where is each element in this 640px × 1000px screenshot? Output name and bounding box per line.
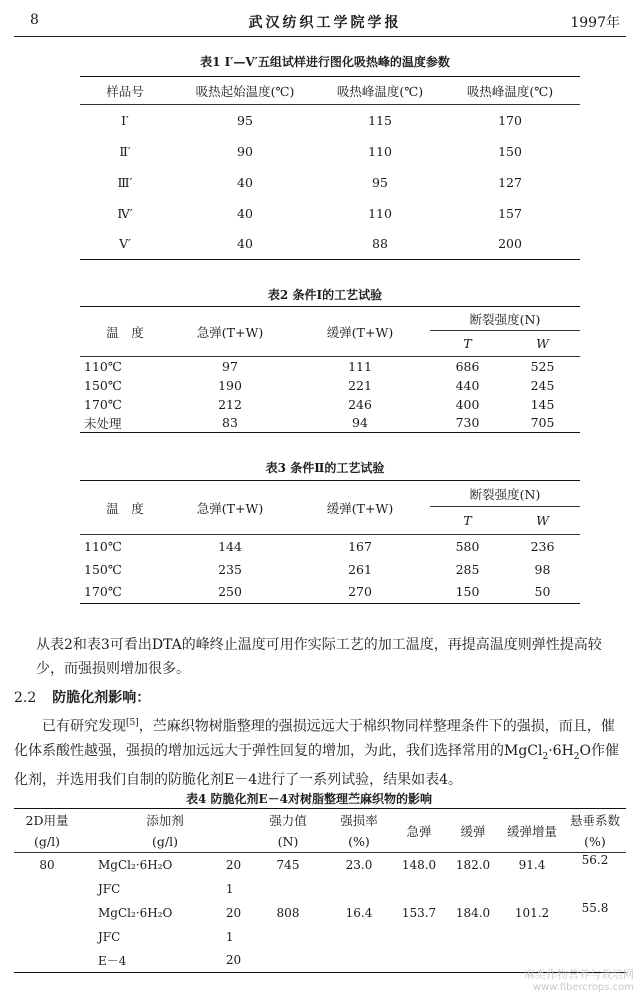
table1-caption: 表1 Ⅰ′—Ⅴ′五组试样进行图化吸热峰的温度参数 [200, 55, 450, 69]
table-cell [500, 925, 564, 949]
table3-header-slow: 缓弹(T+W) [326, 500, 394, 516]
table4 [14, 808, 626, 973]
table-cell: 110℃ [84, 358, 122, 374]
table1-header-cell: 吸热起始温度(℃) [195, 83, 295, 99]
table-cell: 212 [218, 396, 242, 412]
table-cell: 200 [498, 236, 522, 252]
table2-header-strength: 断裂强度(N) [430, 307, 580, 331]
table-cell: 97 [222, 358, 238, 374]
table-row [80, 105, 580, 136]
table-cell [446, 877, 500, 901]
table-cell: 40 [237, 236, 253, 252]
table3 [80, 480, 580, 604]
table-row [80, 376, 580, 395]
table4-header-drape: 悬垂系数 [569, 812, 620, 828]
table-cell [14, 925, 80, 949]
table4-header-loss: 强损率 [340, 812, 378, 828]
paragraph-research [14, 711, 620, 792]
journal-title: 武汉纺织工学院学报 [248, 15, 402, 31]
table-cell: MgCl₂·6H₂O [98, 905, 173, 920]
table2-header-fast: 急弹(T+W) [196, 324, 264, 340]
table4-header-additive-unit: (g/l) [152, 833, 178, 849]
table-cell: 270 [348, 584, 372, 600]
table-cell: JFC [98, 929, 121, 944]
table-cell [250, 877, 326, 901]
table-cell: 261 [348, 561, 372, 577]
table-row [80, 198, 580, 229]
table2-header-temp: 温 度 [106, 324, 144, 340]
table-cell: 170℃ [84, 396, 122, 412]
paragraph-text: 已有研究发现 [42, 718, 126, 735]
table-cell: 153.7 [401, 905, 437, 920]
table-cell: 20 [225, 857, 242, 872]
table-cell: 150 [498, 143, 522, 159]
section-number: 2.2 [14, 690, 37, 706]
table-cell [250, 949, 326, 973]
table-cell: 20 [225, 905, 242, 920]
table-cell: 150℃ [84, 377, 122, 393]
paragraph-text: 从表2和表3可看出DTA的峰终止温度可用作实际工艺的加工温度，再提高温度则弹性提高较少，而强损则增加很多。 [36, 637, 602, 677]
paragraph-text: ，苎麻织物树脂整理的强损远远大于棉织物同样整理条件下的强损，而且，催化体系酸性越强，强损的增加远远大于弹性回复的增加，为此，我们选择常用的MgCl [14, 718, 615, 759]
table2-header-w: W [536, 336, 549, 351]
table3-header-temp: 温 度 [106, 500, 144, 516]
table-cell: 148.0 [401, 857, 437, 872]
table2-caption: 表2 条件Ⅰ的工艺试验 [267, 288, 383, 302]
table-cell [14, 949, 80, 973]
table-cell: 730 [455, 415, 480, 431]
table-cell: 91.4 [518, 857, 546, 872]
table-cell [392, 925, 446, 949]
table-cell [326, 925, 392, 949]
table-cell: 170℃ [84, 584, 122, 600]
table-cell: 221 [348, 377, 372, 393]
watermark-line1: 麻类作物营养与栽培网 [524, 968, 634, 981]
page-number: 8 [30, 12, 39, 28]
table-row [14, 925, 626, 949]
table-cell: 400 [455, 396, 480, 412]
table-cell: 111 [348, 358, 372, 374]
table-cell: 440 [455, 377, 480, 393]
table-cell: 1 [225, 881, 234, 896]
table-cell: 101.2 [514, 905, 550, 920]
table-cell: MgCl₂·6H₂O [98, 857, 173, 872]
table-cell: 250 [218, 584, 242, 600]
table3-header-fast: 急弹(T+W) [196, 500, 264, 516]
table-cell [392, 877, 446, 901]
table-row [80, 535, 580, 558]
table-cell: 808 [276, 905, 300, 920]
table4-header-strength: 强力值 [269, 812, 307, 828]
table-cell: 23.0 [345, 857, 373, 872]
site-watermark [494, 966, 634, 993]
table-cell: 157 [498, 205, 522, 221]
table3-header-w: W [536, 513, 549, 528]
table-row [80, 558, 580, 581]
table-cell: 50 [534, 584, 551, 600]
table-cell [14, 877, 80, 901]
table-cell: 167 [348, 538, 372, 554]
table1-header-cell: 吸热峰温度(℃) [336, 83, 424, 99]
table1 [80, 76, 580, 260]
table-cell: 55.8 [581, 900, 609, 915]
table-cell [446, 949, 500, 973]
table4-header-drape-unit: (%) [584, 833, 606, 849]
subscript: 2 [542, 751, 549, 762]
table-cell [250, 925, 326, 949]
table3-header-strength: 断裂强度(N) [430, 481, 580, 507]
table-cell: 1 [225, 929, 234, 944]
table-cell: 150℃ [84, 561, 122, 577]
table-cell: JFC [98, 881, 121, 896]
table-cell: 90 [237, 143, 253, 159]
table2-header-t: T [463, 336, 472, 351]
table3-header-t: T [463, 513, 472, 528]
table-cell: 705 [530, 415, 555, 431]
paragraph-dta [36, 633, 620, 681]
table-cell [392, 949, 446, 973]
table2-header-slow: 缓弹(T+W) [326, 324, 394, 340]
table-cell: 未处理 [84, 415, 122, 431]
table-cell [564, 877, 626, 901]
table-cell: 40 [237, 174, 253, 190]
table-cell: Ⅱ′ [119, 143, 131, 159]
citation-ref: [5] [126, 718, 139, 728]
table-cell [326, 877, 392, 901]
table-row [80, 414, 580, 433]
table1-header-cell: 吸热峰温度(℃) [466, 83, 554, 99]
table-cell: 236 [530, 538, 555, 554]
table-cell: 144 [218, 538, 242, 554]
table-cell: 95 [372, 174, 388, 190]
table-cell: 127 [498, 174, 522, 190]
table-cell [326, 949, 392, 973]
table4-header-increase: 缓弹增量 [506, 823, 557, 839]
table-row [80, 395, 580, 414]
table-cell: Ⅲ′ [117, 174, 133, 190]
table-cell: 20 [225, 953, 242, 968]
table4-header-fast: 急弹 [406, 823, 432, 839]
table4-caption: 表4 防脆化剂E－4对树脂整理苎麻织物的影响 [185, 792, 433, 806]
table-row [80, 357, 580, 376]
table-cell: 83 [222, 415, 238, 431]
header-rule [14, 36, 626, 37]
table-cell: Ⅳ′ [117, 205, 133, 221]
table-cell: Ⅴ′ [119, 236, 131, 252]
table-cell: 686 [455, 358, 480, 374]
table-row [14, 901, 626, 925]
table4-header-dosage-unit: (g/l) [34, 833, 60, 849]
table-cell: 88 [372, 236, 388, 252]
page-header [30, 12, 620, 34]
table-cell: 110 [368, 143, 392, 159]
table-cell: 182.0 [455, 857, 491, 872]
table4-header-strength-unit: (N) [277, 833, 299, 849]
table-cell: 745 [276, 857, 300, 872]
table-cell: 184.0 [455, 905, 491, 920]
table1-header-cell: 样品号 [106, 83, 144, 99]
table-cell: 170 [498, 112, 522, 128]
paragraph-text: ·6H [548, 742, 574, 759]
table-cell: E－4 [98, 953, 127, 968]
section-heading [14, 687, 150, 707]
table-row [14, 877, 626, 901]
subscript: 2 [573, 751, 580, 762]
table-cell: 110℃ [84, 538, 122, 554]
table-row [80, 167, 580, 198]
table-cell: 285 [455, 561, 480, 577]
table-cell: 16.4 [345, 905, 373, 920]
table2 [80, 306, 580, 433]
table-cell: 98 [534, 561, 551, 577]
table-cell: 245 [530, 377, 555, 393]
table-row [80, 136, 580, 167]
table4-header-slow: 缓弹 [460, 823, 486, 839]
table-cell: 110 [368, 205, 392, 221]
table-row [80, 229, 580, 260]
publication-year: 1997年 [570, 15, 620, 31]
table-cell: 80 [39, 857, 55, 872]
table-cell: 40 [237, 205, 253, 221]
table-row [14, 853, 626, 877]
paragraph-text: O作催化剂，并选用我们自制的防脆化剂E－4进行了一系列试验，结果如表4。 [14, 742, 620, 789]
table4-header-loss-unit: (%) [348, 833, 370, 849]
table-cell: 150 [455, 584, 480, 600]
table-cell: 525 [530, 358, 555, 374]
section-title: 防脆化剂影响： [52, 690, 151, 706]
table3-caption: 表3 条件Ⅱ的工艺试验 [265, 461, 385, 475]
table-cell [14, 901, 80, 925]
table-cell: Ⅰ′ [121, 112, 129, 128]
table-cell [500, 877, 564, 901]
table4-header-dosage: 2D用量 [25, 812, 69, 828]
table-cell: 94 [352, 415, 368, 431]
table-cell: 580 [455, 538, 480, 554]
table-cell: 95 [237, 112, 253, 128]
table-cell [446, 925, 500, 949]
table-cell: 235 [218, 561, 242, 577]
table-cell: 56.2 [581, 853, 609, 867]
watermark-line2: www.fibercrops.com [532, 982, 634, 993]
table-cell: 246 [348, 396, 372, 412]
table-cell: 145 [530, 396, 555, 412]
table-row [80, 581, 580, 604]
table-cell [564, 925, 626, 949]
table4-header-additive: 添加剂 [146, 812, 184, 828]
table-cell: 115 [368, 112, 392, 128]
table-cell: 190 [218, 377, 242, 393]
